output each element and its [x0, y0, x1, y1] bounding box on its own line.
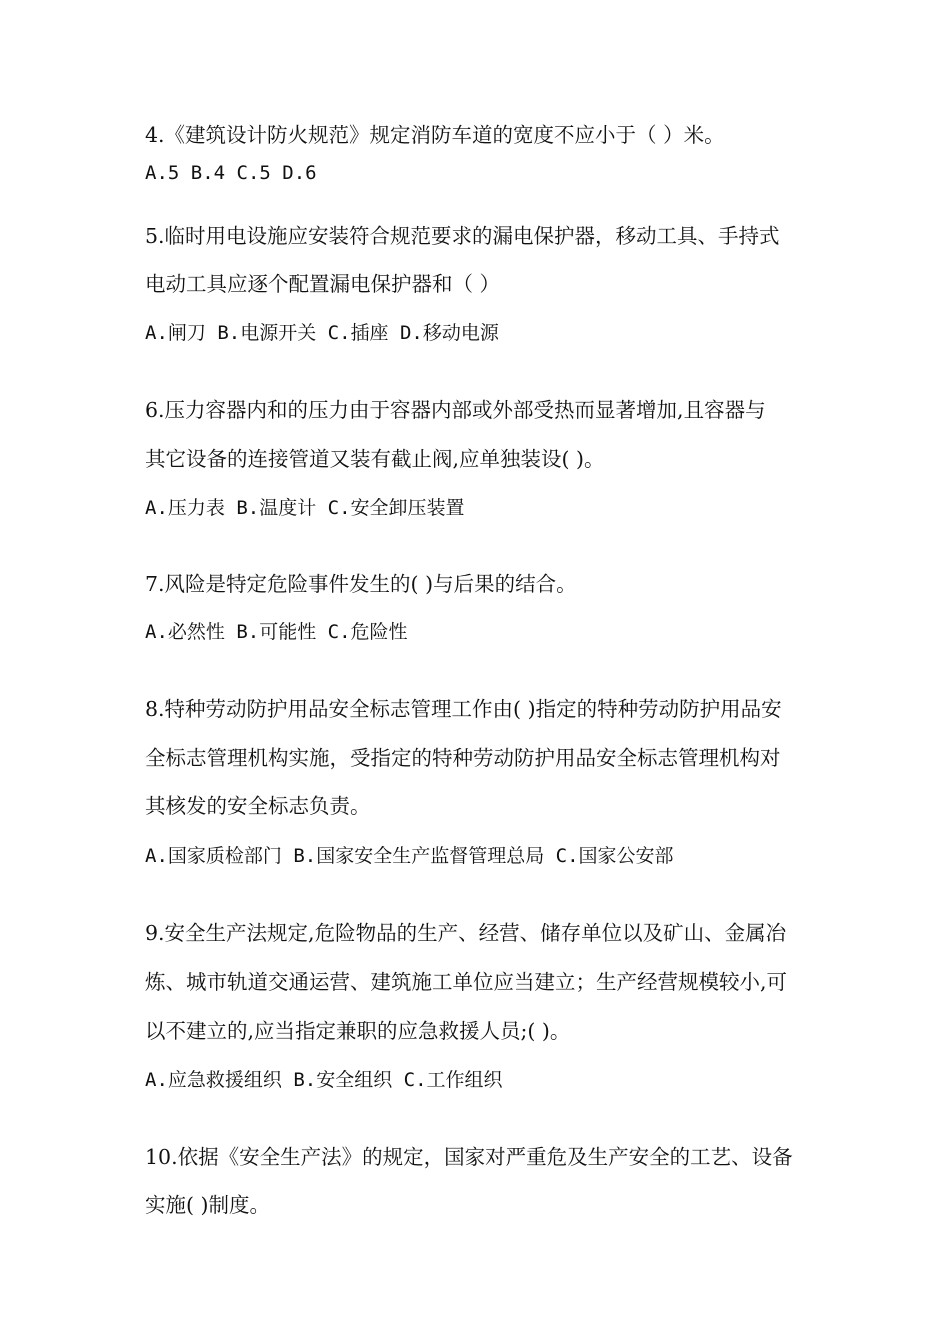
question-8-text-line-3: 其核发的安全标志负责。 [145, 794, 371, 818]
question-8-text-line-1: 8.特种劳动防护用品安全标志管理工作由( )指定的特种劳动防护用品安 [145, 697, 782, 721]
question-9-text-line-3: 以不建立的,应当指定兼职的应急救援人员;( )。 [145, 1019, 571, 1043]
question-9-text-line-1: 9.安全生产法规定,危险物品的生产、经营、储存单位以及矿山、金属冶 [145, 921, 787, 945]
question-10-text-line-2: 实施( )制度。 [145, 1193, 271, 1217]
question-6-text-line-1: 6.压力容器内和的压力由于容器内部或外部受热而显著增加,且容器与 [145, 398, 766, 422]
question-5-text-line-2: 电动工具应逐个配置漏电保护器和（ ） [145, 272, 501, 296]
question-9-options: A.应急救援组织 B.安全组织 C.工作组织 [145, 1069, 503, 1091]
question-9-text-line-2: 炼、城市轨道交通运营、建筑施工单位应当建立；生产经营规模较小,可 [145, 970, 788, 994]
question-10-text-line-1: 10.依据《安全生产法》的规定，国家对严重危及生产安全的工艺、设备 [145, 1145, 793, 1169]
question-8-text-line-2: 全标志管理机构实施，受指定的特种劳动防护用品安全标志管理机构对 [145, 746, 781, 770]
question-7-options: A.必然性 B.可能性 C.危险性 [145, 621, 408, 643]
question-8-options: A.国家质检部门 B.国家安全生产监督管理总局 C.国家公安部 [145, 845, 674, 867]
question-4-options: A.5 B.4 C.5 D.6 [145, 162, 317, 184]
question-6-text-line-2: 其它设备的连接管道又装有截止阀,应单独装设( )。 [145, 447, 605, 471]
question-4-text: 4.《建筑设计防火规范》规定消防车道的宽度不应小于（ ）米。 [145, 123, 725, 147]
question-5-options: A.闸刀 B.电源开关 C.插座 D.移动电源 [145, 322, 499, 344]
question-6-options: A.压力表 B.温度计 C.安全卸压装置 [145, 497, 465, 519]
question-5-text-line-1: 5.临时用电设施应安装符合规范要求的漏电保护器，移动工具、手持式 [145, 224, 780, 248]
question-7-text: 7.风险是特定危险事件发生的( )与后果的结合。 [145, 572, 577, 596]
